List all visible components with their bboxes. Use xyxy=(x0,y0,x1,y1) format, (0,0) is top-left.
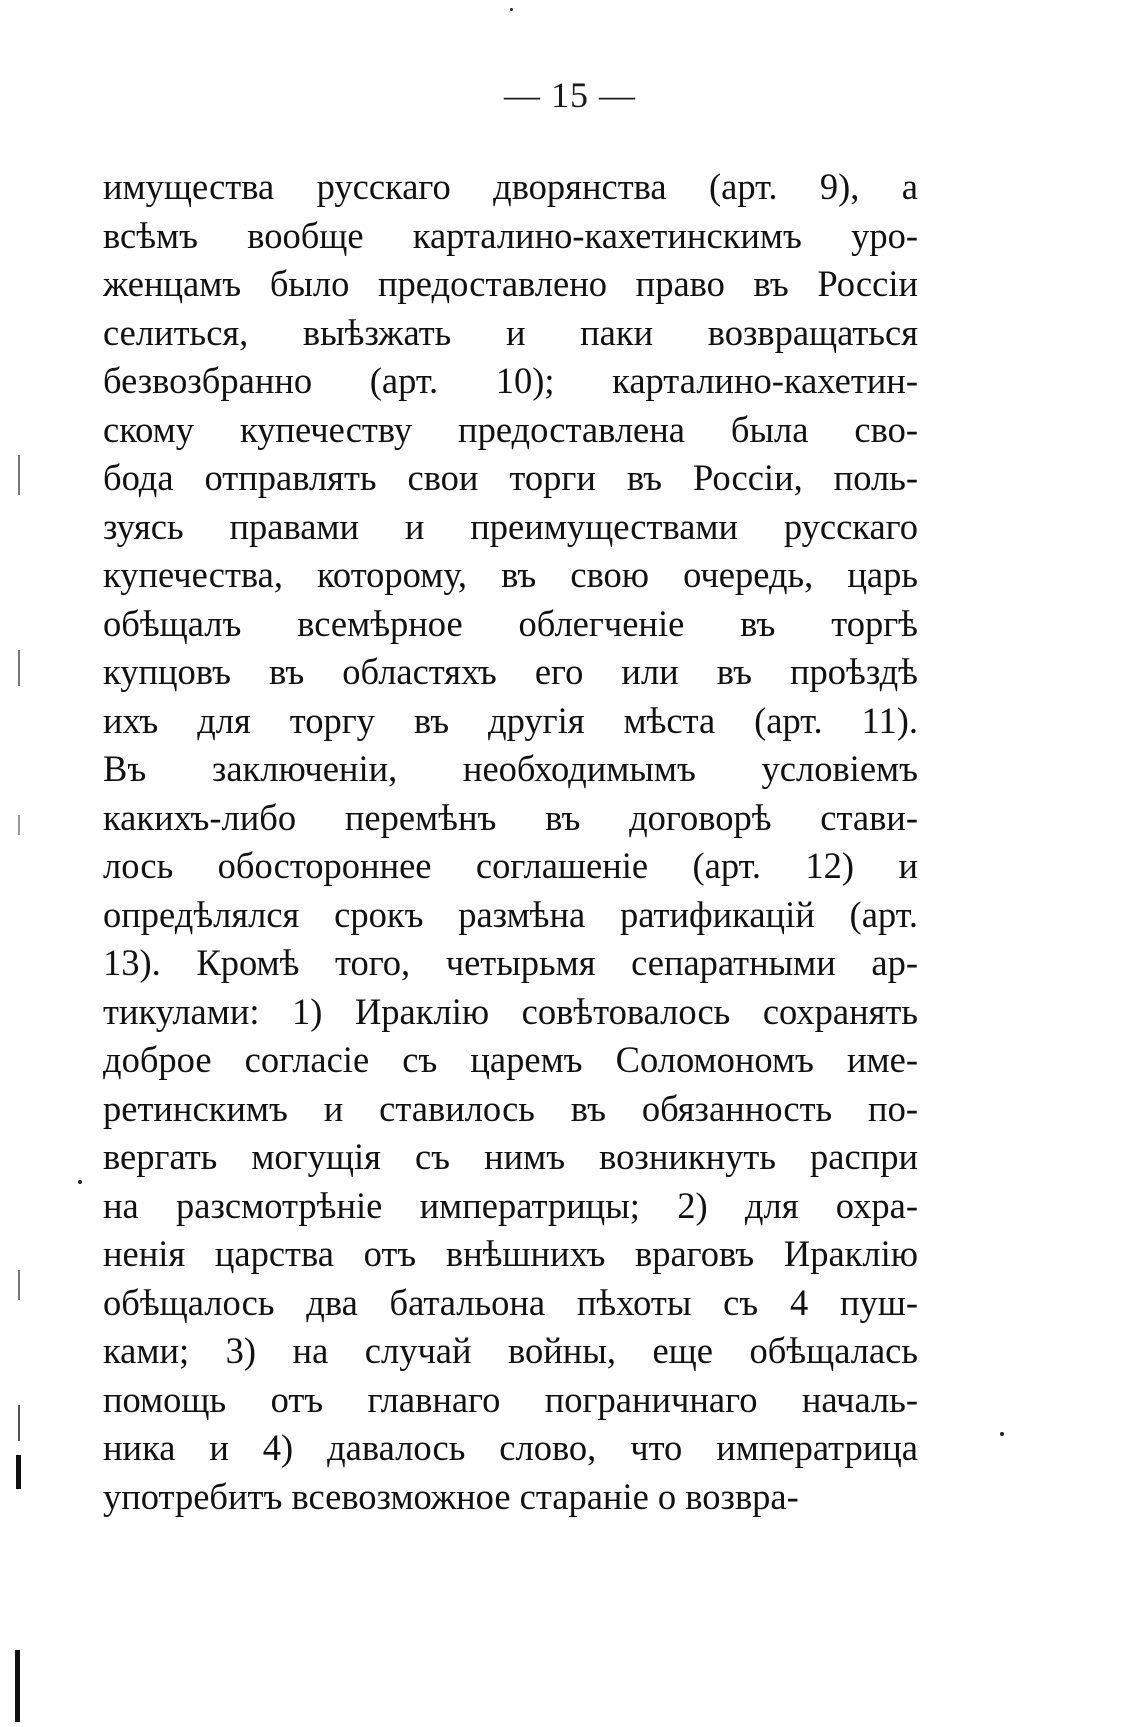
text-line: купцовъ въ областяхъ его или въ проѣздѣ xyxy=(103,651,918,692)
scan-mark xyxy=(78,1180,82,1184)
scan-mark xyxy=(18,1405,20,1441)
text-line: ненія царства отъ внѣшнихъ враговъ Ираклію xyxy=(103,1233,918,1274)
scan-mark xyxy=(18,1270,20,1300)
text-line: опредѣлялся срокъ размѣна ратификацій (арт. xyxy=(103,893,918,935)
scan-mark xyxy=(16,1455,21,1489)
text-line: селиться, выѣзжать и паки возвращаться xyxy=(103,311,918,353)
text-line: ихъ для торгу въ другія мѣста (арт. 11). xyxy=(103,699,918,741)
scan-mark xyxy=(510,8,513,11)
text-line: купечества, которому, въ свою очередь, царь xyxy=(103,554,918,595)
text-line: ками; 3) на случай войны, еще обѣщалась xyxy=(103,1330,918,1371)
text-line: бода отправлять свои торги въ Россіи, поль- xyxy=(103,457,918,498)
text-line: доброе согласіе съ царемъ Соломономъ име- xyxy=(103,1039,918,1080)
text-line: употребитъ всевозможное стараніе о возвра- xyxy=(103,1475,799,1517)
page-number: — 15 — xyxy=(504,75,636,115)
text-line: ника и 4) давалось слово, что императрица xyxy=(103,1427,918,1468)
text-line: Въ заключеніи, необходимымъ условіемъ xyxy=(103,748,918,789)
text-line: всѣмъ вообще карталино-кахетинскимъ уро- xyxy=(103,214,918,256)
text-line: обѣщалъ всемѣрное облегченіе въ торгѣ xyxy=(103,602,918,644)
scan-mark xyxy=(18,455,20,495)
text-line: ретинскимъ и ставилось въ обязанность по- xyxy=(103,1087,918,1129)
text-line: имущества русскаго дворянства (арт. 9), а xyxy=(103,166,918,207)
text-line: помощь отъ главнаго пограничнаго началь- xyxy=(103,1378,918,1420)
text-line: безвозбранно (арт. 10); карталино-кахетин- xyxy=(103,360,918,401)
text-line: вергать могущія съ нимъ возникнуть распри xyxy=(103,1136,918,1177)
text-line: лось обостороннее соглашеніе (арт. 12) и xyxy=(103,845,918,886)
text-line: обѣщалось два батальона пѣхоты съ 4 пуш- xyxy=(103,1281,918,1323)
text-line: какихъ-либо перемѣнъ въ договорѣ стави- xyxy=(103,796,918,838)
scan-mark xyxy=(18,650,20,686)
text-line: тикулами: 1) Ираклію совѣтовалось сохранять xyxy=(103,990,918,1032)
text-line: скому купечеству предоставлена была сво- xyxy=(103,408,918,450)
scan-mark xyxy=(1000,1432,1004,1436)
scan-mark xyxy=(18,815,20,835)
body-text xyxy=(103,163,918,1521)
text-line: на разсмотрѣніе императрицы; 2) для охра- xyxy=(103,1184,918,1226)
scan-mark xyxy=(15,1650,20,1722)
text-line: зуясь правами и преимуществами русскаго xyxy=(103,505,918,547)
text-line: 13). Кромѣ того, четырьмя сепаратными ар- xyxy=(103,942,918,983)
text-line: женцамъ было предоставлено право въ Россіи xyxy=(103,263,918,304)
